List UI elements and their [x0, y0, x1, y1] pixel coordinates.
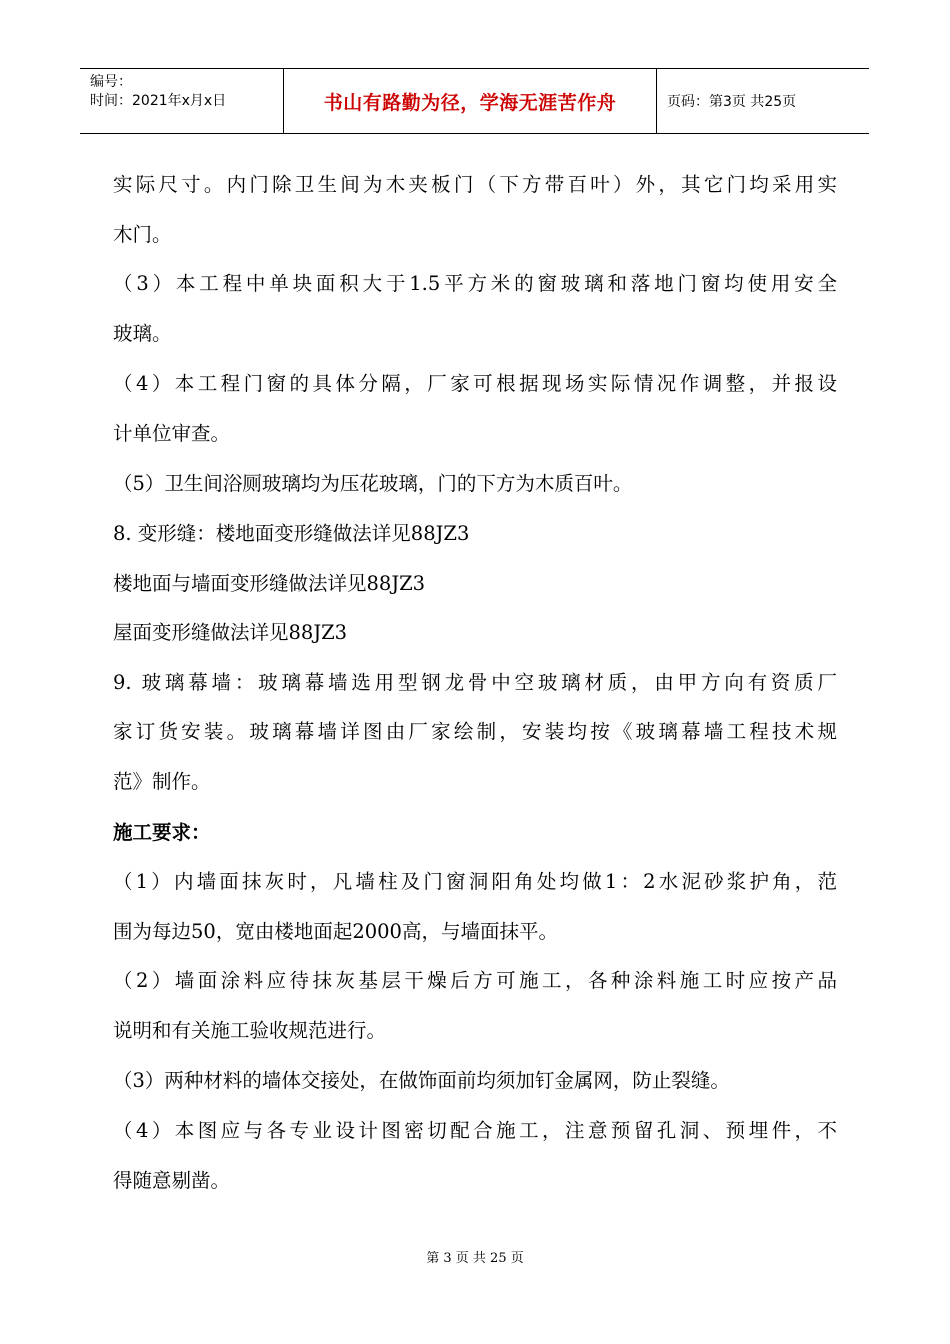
body-line: 得随意剔凿。	[113, 1169, 231, 1192]
header-meta	[80, 69, 284, 133]
document-date-label: 时间：2021年x月x日	[90, 93, 227, 109]
header-motto: 书山有路勤为径，学海无涯苦作舟	[284, 69, 657, 133]
body-line: 家订货安装。玻璃幕墙详图由厂家绘制，安装均按《玻璃幕墙工程技术规	[113, 720, 837, 743]
body-line: （4）本工程门窗的具体分隔，厂家可根据现场实际情况作调整，并报设	[113, 372, 837, 395]
body-line: （4）本图应与各专业设计图密切配合施工，注意预留孔洞、预埋件，不	[113, 1119, 837, 1142]
body-line: （2）墙面涂料应待抹灰基层干燥后方可施工，各种涂料施工时应按产品	[113, 969, 837, 992]
body-line: 实际尺寸。内门除卫生间为木夹板门（下方带百叶）外，其它门均采用实	[113, 173, 837, 196]
body-line: 范》制作。	[113, 770, 211, 793]
page-header	[80, 68, 869, 134]
page-footer: 第 3 页 共 25 页	[426, 1251, 524, 1266]
body-line: 计单位审查。	[113, 422, 231, 445]
body-line: 木门。	[113, 223, 172, 246]
section-heading: 施工要求：	[113, 821, 211, 844]
body-line: 屋面变形缝做法详见88JZ3	[113, 621, 348, 644]
body-line: （5）卫生间浴厕玻璃均为压花玻璃，门的下方为木质百叶。	[113, 472, 633, 495]
body-line: （3）两种材料的墙体交接处，在做饰面前均须加钉金属网，防止裂缝。	[113, 1069, 730, 1092]
header-page-info: 页码：第3页 共25页	[667, 94, 797, 110]
body-line: 8. 变形缝：楼地面变形缝做法详见88JZ3	[113, 522, 470, 545]
document-number-label: 编号：	[90, 74, 132, 90]
body-line: 说明和有关施工验收规范进行。	[113, 1019, 387, 1042]
body-line: 9. 玻璃幕墙：玻璃幕墙选用型钢龙骨中空玻璃材质，由甲方向有资质厂	[113, 671, 837, 694]
body-line: 玻璃。	[113, 322, 172, 345]
body-line: 围为每边50，宽由楼地面起2000高，与墙面抹平。	[113, 920, 558, 943]
body-line: （1）内墙面抹灰时，凡墙柱及门窗洞阳角处均做1：2水泥砂浆护角，范	[113, 870, 837, 893]
body-line: （3）本工程中单块面积大于1.5平方米的窗玻璃和落地门窗均使用安全	[113, 272, 837, 295]
body-line: 楼地面与墙面变形缝做法详见88JZ3	[113, 572, 426, 595]
